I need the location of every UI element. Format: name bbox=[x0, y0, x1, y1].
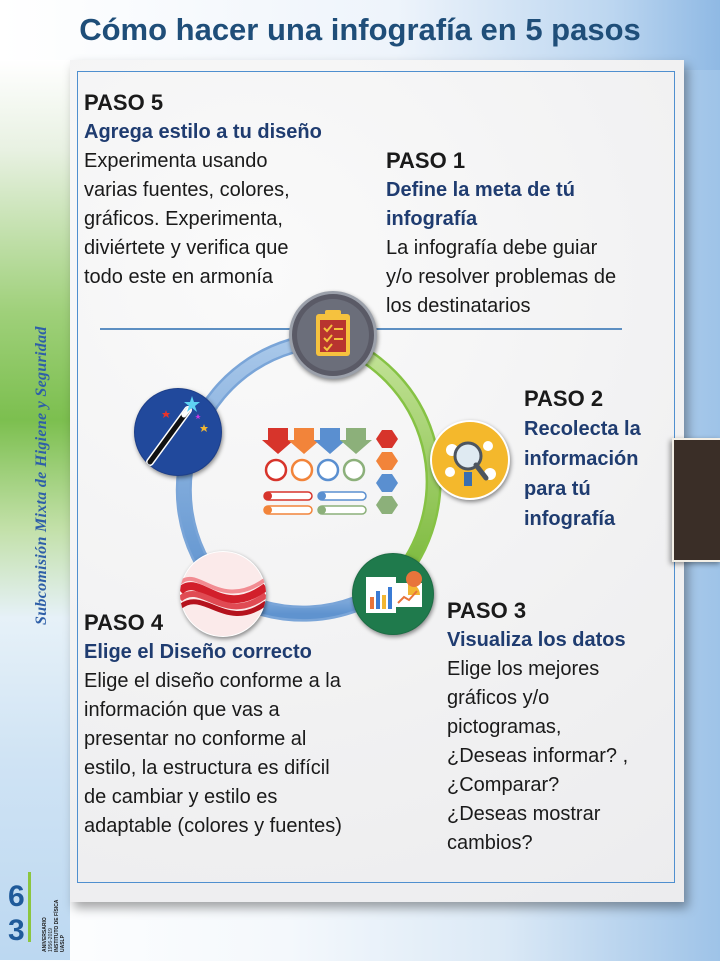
sidebar-label: Subcomisión Mixta de Higiene y Seguridad bbox=[33, 326, 50, 625]
svg-text:ANIVERSARIO: ANIVERSARIO bbox=[42, 917, 48, 952]
step-2-subtitle: Recolecta la información para tú infografía bbox=[524, 418, 641, 530]
step-4-heading: PASO 4 bbox=[84, 610, 164, 635]
magic-wand-icon bbox=[134, 388, 222, 476]
step-3-body: Elige los mejores gráficos y/o pictogramas, ¿Deseas informar? , ¿Comparar? ¿Deseas mostrar cambios? bbox=[447, 658, 629, 854]
step-3-heading: PASO 3 bbox=[447, 598, 527, 623]
svg-text:6: 6 bbox=[8, 880, 25, 913]
step-5-subtitle: Agrega estilo a tu diseño bbox=[84, 121, 322, 143]
step-4-subtitle: Elige el Diseño correcto bbox=[84, 641, 312, 663]
magnifier-icon bbox=[430, 420, 510, 500]
step-1-body: La infografía debe guiar y/o resolver problemas de los destinatarios bbox=[386, 237, 617, 317]
svg-text:INSTITUTO DE FÍSICA: INSTITUTO DE FÍSICA bbox=[54, 899, 60, 952]
abstract-design-icon bbox=[180, 551, 266, 637]
step-5-body: Experimenta usando varias fuentes, colores, gráficos. Experimenta, diviértete y verifica que todo este en armonía bbox=[84, 150, 290, 288]
step-5-heading: PASO 5 bbox=[84, 90, 164, 115]
svg-text:UASLP: UASLP bbox=[60, 935, 66, 952]
charts-icon bbox=[352, 553, 434, 635]
page-title: Cómo hacer una infografía en 5 pasos bbox=[79, 12, 641, 47]
step-2-heading: PASO 2 bbox=[524, 386, 604, 411]
infographic-elements-icon bbox=[262, 426, 408, 518]
svg-text:3: 3 bbox=[8, 914, 25, 947]
clipboard-icon bbox=[289, 291, 377, 379]
step-3-subtitle: Visualiza los datos bbox=[447, 629, 626, 651]
step-1-subtitle: Define la meta de tú infografía bbox=[386, 179, 575, 230]
institute-logo bbox=[6, 866, 70, 956]
step-1-heading: PASO 1 bbox=[386, 148, 466, 173]
svg-text:1956-2019: 1956-2019 bbox=[48, 928, 54, 952]
step-4-body: Elige el diseño conforme a la información que vas a presentar no conforme al estilo, la estructura es difícil de cambiar y estilo es adaptable (colores y fuentes) bbox=[84, 670, 342, 837]
